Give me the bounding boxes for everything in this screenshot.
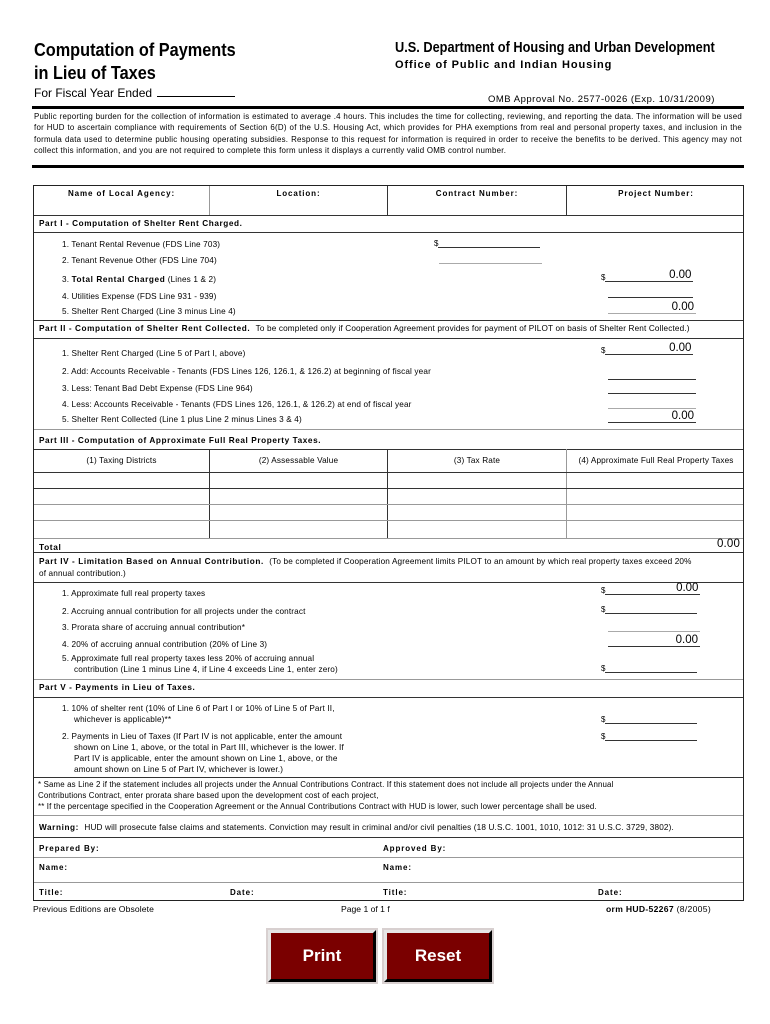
- table-cell[interactable]: [35, 489, 208, 503]
- table-cell[interactable]: [35, 521, 208, 537]
- part4-line5-label-cont: contribution (Line 1 minus Line 4, if Line 4 exceeds Line 1, enter zero): [74, 665, 338, 674]
- dollar-sign: $: [601, 732, 606, 741]
- burden-statement: Public reporting burden for the collection of information is estimated to average .4 hours. This includes the time for collecting, reviewing, and reporting the data. The information will be used for HUD to ascertain compliance with requirements of Section 6(D) of the U.S. Housing Act, which provides for PHA exemptions from real and personal property taxes, and inclusion in the formula data used to determine public housing operating subsidies. Response to this request for information is required in order to receive the benefits to be derived. This agency may not collect this information, and you are not required to complete this form unless it displays a currently valid OMB control number.: [34, 112, 742, 156]
- table-cell[interactable]: [389, 505, 565, 519]
- col-taxing-districts: (1) Taxing Districts: [86, 456, 157, 465]
- line-bold-label: Total Rental Charged: [71, 275, 166, 284]
- part1-line2-label: 2. Tenant Revenue Other (FDS Line 704): [62, 256, 217, 265]
- dollar-sign: $: [434, 239, 439, 248]
- part2-line3-label: 3. Less: Tenant Bad Debt Expense (FDS Line 964): [62, 384, 253, 393]
- field-value: 0.00: [669, 269, 692, 281]
- part3-title: Part III - Computation of Approximate Full Real Property Taxes.: [39, 436, 322, 445]
- part5-title: Part V - Payments in Lieu of Taxes.: [39, 683, 196, 692]
- divider: [34, 815, 743, 816]
- part5-line2-label-cont: amount shown on Line 5 of Part IV, whichever is lower.): [74, 765, 284, 774]
- previous-editions-note: Previous Editions are Obsolete: [33, 904, 154, 914]
- divider: [34, 429, 743, 430]
- part1-line1-field[interactable]: [434, 238, 540, 250]
- divider: [34, 882, 743, 883]
- part4-line2-field[interactable]: [601, 604, 697, 616]
- part3-total-label: Total: [39, 542, 62, 552]
- part2-note: To be completed only if Cooperation Agreement provides for payment of PILOT on basis of Shelter Rent Collected.): [255, 324, 690, 333]
- part1-line5-label: 5. Shelter Rent Charged (Line 3 minus Line 4): [62, 307, 236, 316]
- part4-line3-label: 3. Prorata share of accruing annual contribution*: [62, 623, 246, 632]
- form-number: [606, 904, 711, 914]
- table-cell[interactable]: [568, 489, 744, 503]
- preparer-date-input[interactable]: [259, 885, 379, 899]
- part2-line1-field[interactable]: [601, 342, 693, 357]
- preparer-title-label: Title:: [39, 888, 64, 897]
- dollar-sign: $: [601, 715, 606, 724]
- preparer-name-label: Name:: [39, 863, 68, 872]
- part2-line5-field[interactable]: [608, 410, 696, 425]
- part5-line2-label-cont: shown on Line 1, above, or the total in Part III, whichever is the lower. If: [74, 743, 344, 752]
- part1-line2-field[interactable]: [439, 254, 542, 266]
- project-number-input[interactable]: [568, 200, 744, 214]
- dollar-sign: $: [601, 586, 606, 595]
- agency-name-input[interactable]: [36, 200, 208, 214]
- form-title: [34, 38, 236, 84]
- footnote-star1: * Same as Line 2 if the statement includes all projects under the Annual Contributions Contract. If this statement does not include all projects under the Annual: [38, 780, 614, 789]
- part5-line2-label-cont: Part IV is applicable, enter the amount shown on Line 1, above, or the: [74, 754, 338, 763]
- project-number-label: Project Number:: [618, 189, 694, 198]
- part4-note-line2: of annual contribution.): [39, 569, 126, 578]
- col-approx-taxes: (4) Approximate Full Real Property Taxes: [578, 456, 734, 465]
- fiscal-year-input[interactable]: [157, 86, 235, 97]
- dollar-sign: $: [601, 273, 606, 282]
- divider: [34, 697, 743, 698]
- warning-label: Warning:: [39, 823, 79, 832]
- form-title-line1: Computation of Payments: [34, 39, 236, 60]
- part5-line1-field[interactable]: [601, 714, 697, 726]
- part1-line3-field[interactable]: [601, 269, 693, 284]
- field-value: 0.00: [675, 634, 698, 646]
- footnote-star2: ** If the percentage specified in the Cooperation Agreement or the Annual Contributions Contract with HUD is lower, such lower percentage shall be used.: [38, 802, 597, 811]
- table-cell[interactable]: [568, 521, 744, 537]
- part1-line4-field[interactable]: [608, 288, 693, 300]
- field-value: 0.00: [676, 582, 699, 594]
- part4-line4-field[interactable]: [608, 634, 700, 649]
- divider: [34, 777, 743, 778]
- col-tax-rate: (3) Tax Rate: [453, 456, 501, 465]
- location-input[interactable]: [211, 200, 386, 214]
- divider: [34, 679, 743, 680]
- field-value: 0.00: [671, 301, 694, 313]
- table-cell[interactable]: [35, 473, 208, 487]
- form-title-line2: in Lieu of Taxes: [34, 62, 156, 83]
- part4-line1-field[interactable]: [601, 582, 700, 597]
- part4-title: Part IV - Limitation Based on Annual Contribution.: [39, 557, 264, 566]
- part4-line5-field[interactable]: [601, 663, 697, 675]
- approved-by-label: Approved By:: [383, 844, 447, 853]
- divider: [34, 215, 743, 216]
- table-cell[interactable]: [211, 521, 386, 537]
- table-cell[interactable]: [389, 521, 565, 537]
- divider: [34, 232, 743, 233]
- field-value: 0.00: [671, 410, 694, 422]
- footnote-star1-cont: Contributions Contract, enter prorata share based upon the development cost of each project,: [38, 791, 379, 800]
- table-cell[interactable]: [211, 489, 386, 503]
- office-name: Office of Public and Indian Housing: [395, 59, 613, 71]
- approved-by-input[interactable]: [454, 841, 739, 855]
- table-cell[interactable]: [211, 473, 386, 487]
- preparer-date-label: Date:: [230, 888, 255, 897]
- part1-line4-label: 4. Utilities Expense (FDS Line 931 - 939): [62, 292, 217, 301]
- field-value: 0.00: [669, 342, 692, 354]
- approver-name-label: Name:: [383, 863, 412, 872]
- line-label-rest: (Lines 1 & 2): [165, 275, 217, 284]
- approver-name-input[interactable]: [424, 860, 739, 874]
- dollar-sign: $: [601, 664, 606, 673]
- table-cell[interactable]: [389, 489, 565, 503]
- part2-line2-label: 2. Add: Accounts Receivable - Tenants (FDS Lines 126, 126.1, & 126.2) at beginning of fiscal year: [62, 367, 431, 376]
- table-cell[interactable]: [211, 505, 386, 519]
- divider: [34, 857, 743, 858]
- dollar-sign: $: [601, 346, 606, 355]
- part2-line2-field[interactable]: [608, 370, 696, 382]
- part4-line3-field[interactable]: [608, 622, 700, 634]
- part2-header: [39, 324, 690, 333]
- part5-line2-label: 2. Payments in Lieu of Taxes (If Part IV is not applicable, enter the amount: [62, 732, 343, 741]
- contract-number-label: Contract Number:: [435, 189, 519, 198]
- form-number-code: orm HUD-52267: [606, 904, 674, 914]
- line-number: 3.: [62, 275, 72, 284]
- divider: [32, 165, 744, 168]
- table-cell[interactable]: [389, 473, 565, 487]
- part2-line1-label: 1. Shelter Rent Charged (Line 5 of Part I, above): [62, 349, 246, 358]
- part4-line2-label: 2. Accruing annual contribution for all projects under the contract: [62, 607, 306, 616]
- location-label: Location:: [276, 189, 321, 198]
- table-cell[interactable]: [35, 505, 208, 519]
- divider: [34, 552, 743, 553]
- approver-title-label: Title:: [383, 888, 408, 897]
- omb-approval: OMB Approval No. 2577-0026 (Exp. 10/31/2009): [488, 94, 715, 105]
- table-cell[interactable]: [568, 505, 744, 519]
- part1-title: Part I - Computation of Shelter Rent Charged.: [39, 219, 243, 228]
- warning-statement: [39, 823, 674, 832]
- warning-text: HUD will prosecute false claims and statements. Conviction may result in criminal and/or civil penalties (18 U.S.C. 1001, 1010, 1012: 31 U.S.C. 3729, 3802).: [84, 823, 674, 832]
- part3-total-value[interactable]: 0.00: [717, 538, 740, 550]
- part5-line1-label-cont: whichever is applicable)**: [74, 715, 172, 724]
- divider: [34, 837, 743, 838]
- part2-line5-label: 5. Shelter Rent Collected (Line 1 plus Line 2 minus Lines 3 & 4): [62, 415, 302, 424]
- divider: [34, 449, 743, 450]
- print-button[interactable]: Print: [268, 930, 376, 982]
- approver-date-input[interactable]: [629, 885, 739, 899]
- part1-line5-field[interactable]: [608, 301, 696, 316]
- page-number: Page 1 of 1 f: [341, 904, 390, 914]
- dollar-sign: $: [601, 605, 606, 614]
- divider: [34, 538, 743, 539]
- fiscal-year-ended: [34, 86, 235, 100]
- reset-button[interactable]: Reset: [384, 930, 492, 982]
- form-body: [33, 185, 744, 901]
- table-cell[interactable]: [568, 473, 744, 487]
- part4-line1-label: 1. Approximate full real property taxes: [62, 589, 206, 598]
- department-name: U.S. Department of Housing and Urban Development: [395, 40, 715, 56]
- divider: [32, 106, 744, 109]
- part5-line2-field[interactable]: [601, 731, 697, 743]
- form-number-date: (8/2005): [673, 904, 712, 914]
- part2-line4-label: 4. Less: Accounts Receivable - Tenants (FDS Lines 126, 126.1, & 126.2) at end of fiscal year: [62, 400, 412, 409]
- approver-title-input[interactable]: [414, 885, 594, 899]
- part4-note: (To be completed if Cooperation Agreement limits PILOT to an amount by which real property taxes exceed 20%: [269, 557, 692, 566]
- divider: [34, 320, 743, 321]
- divider: [34, 582, 743, 583]
- col-assessable-value: (2) Assessable Value: [258, 456, 339, 465]
- part4-header: [39, 557, 692, 566]
- prepared-by-label: Prepared By:: [39, 844, 100, 853]
- part2-line3-field[interactable]: [608, 384, 696, 396]
- preparer-title-input[interactable]: [69, 885, 224, 899]
- prepared-by-input[interactable]: [119, 841, 379, 855]
- part4-line5-label: 5. Approximate full real property taxes less 20% of accruing annual: [62, 654, 315, 663]
- part5-line1-label: 1. 10% of shelter rent (10% of Line 6 of Part I or 10% of Line 5 of Part II,: [62, 704, 335, 713]
- divider: [34, 338, 743, 339]
- approver-date-label: Date:: [598, 888, 623, 897]
- contract-number-input[interactable]: [389, 200, 565, 214]
- part4-line4-label: 4. 20% of accruing annual contribution (20% of Line 3): [62, 640, 268, 649]
- preparer-name-input[interactable]: [79, 860, 379, 874]
- part1-line1-label: 1. Tenant Rental Revenue (FDS Line 703): [62, 240, 221, 249]
- part2-title: Part II - Computation of Shelter Rent Collected.: [39, 324, 251, 333]
- part1-line3-label: [62, 275, 216, 284]
- fiscal-year-label: For Fiscal Year Ended: [34, 86, 153, 100]
- agency-name-label: Name of Local Agency:: [67, 189, 176, 198]
